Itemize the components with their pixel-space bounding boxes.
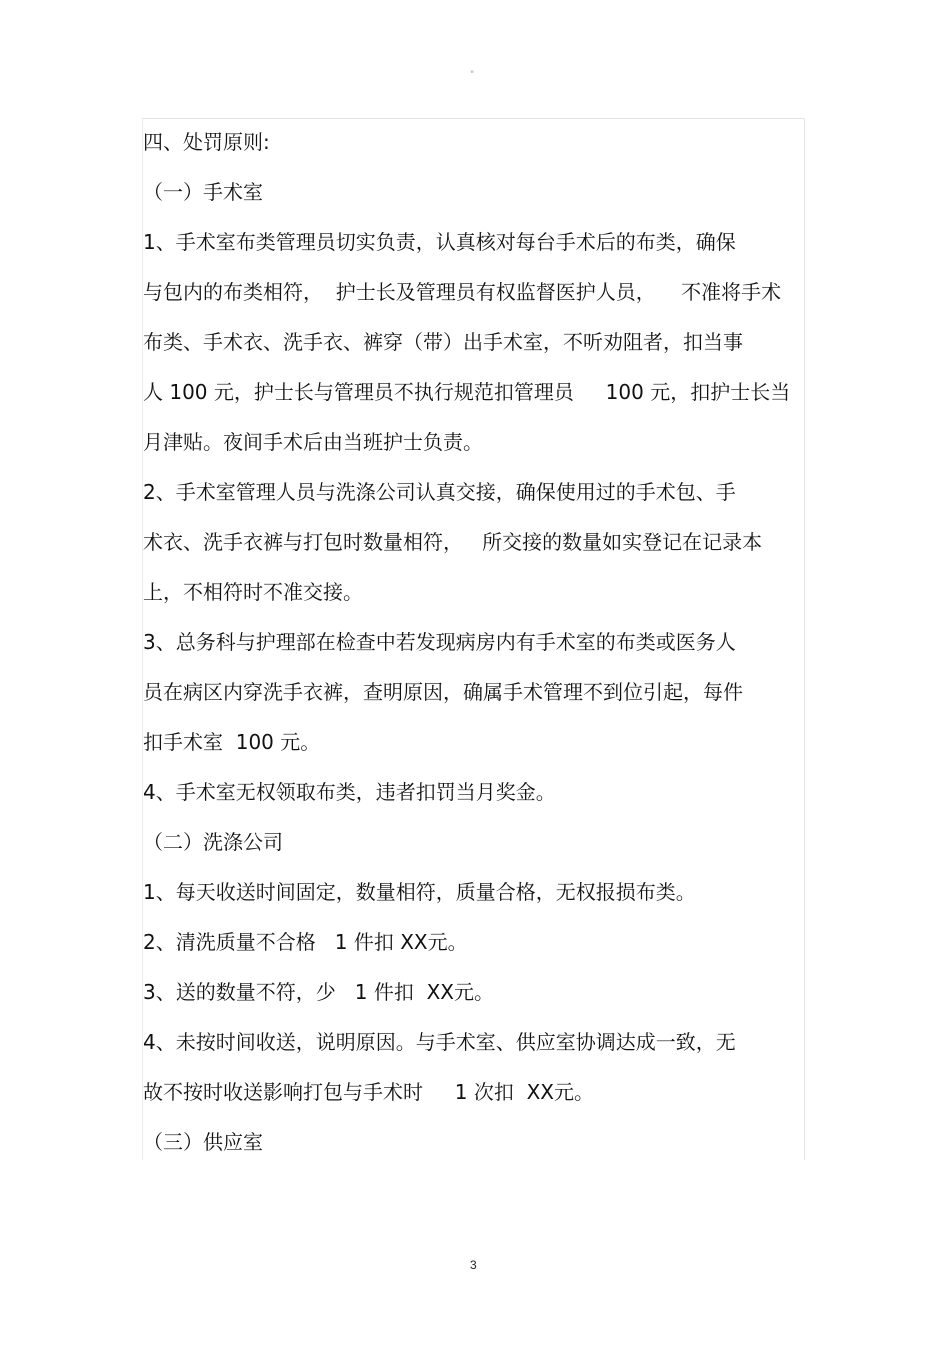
paragraph-line: 术衣、洗手衣裤与打包时数量相符， 所交接的数量如实登记在记录本 — [143, 530, 763, 554]
paragraph-line: 与包内的布类相符， 护士长及管理员有权监督医护人员， 不准将手术 — [143, 280, 782, 304]
subsection-heading: （一）手术室 — [143, 180, 263, 204]
paragraph-line: 人 100 元，护士长与管理员不执行规范扣管理员 100 元，扣护士长当 — [143, 380, 791, 404]
paragraph-line: 1、每天收送时间固定，数量相符，质量合格，无权报损布类。 — [143, 880, 696, 904]
subsection-heading: （二）洗涤公司 — [143, 830, 283, 854]
header-mark: " — [470, 70, 475, 80]
paragraph-line: 2、手术室管理人员与洗涤公司认真交接，确保使用过的手术包、手 — [143, 480, 736, 504]
paragraph-line: 扣手术室 100 元。 — [143, 730, 321, 754]
paragraph-line: 故不按时收送影响打包与手术时 1 次扣 XX元。 — [143, 1080, 594, 1104]
paragraph-line: 4、未按时间收送，说明原因。与手术室、供应室协调达成一致，无 — [143, 1030, 736, 1054]
section-heading: 四、处罚原则: — [143, 130, 270, 154]
paragraph-line: 3、送的数量不符，少 1 件扣 XX元。 — [143, 980, 494, 1004]
page-number: 3 — [470, 1258, 477, 1272]
paragraph-line: 4、手术室无权领取布类，违者扣罚当月奖金。 — [143, 780, 556, 804]
paragraph-line: 1、手术室布类管理员切实负责，认真核对每台手术后的布类，确保 — [143, 230, 736, 254]
paragraph-line: 上，不相符时不准交接。 — [143, 580, 363, 604]
paragraph-line: 3、总务科与护理部在检查中若发现病房内有手术室的布类或医务人 — [143, 630, 736, 654]
paragraph-line: 员在病区内穿洗手衣裤，查明原因，确属手术管理不到位引起，每件 — [143, 680, 743, 704]
paragraph-line: 月津贴。夜间手术后由当班护士负责。 — [143, 430, 483, 454]
paragraph-line: 布类、手术衣、洗手衣、裤穿（带）出手术室，不听劝阻者，扣当事 — [143, 330, 743, 354]
subsection-heading: （三）供应室 — [143, 1130, 263, 1154]
paragraph-line: 2、清洗质量不合格 1 件扣 XX元。 — [143, 930, 468, 954]
